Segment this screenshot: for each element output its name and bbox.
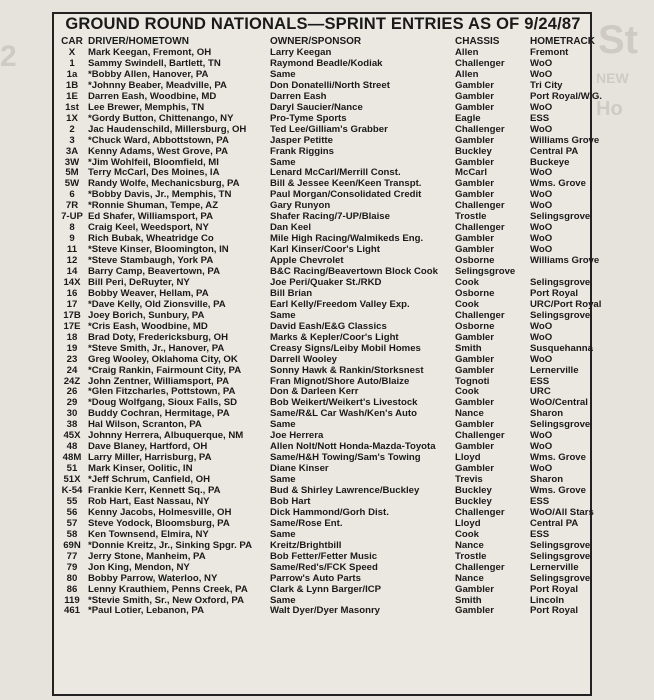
driver-hometown: Kenny Jacobs, Holmesville, OH [88,506,232,518]
driver-hometown: *Gordy Button, Chittenango, NY [88,112,234,124]
chassis: Gambler [455,397,494,409]
hometrack: Selingsgrove [530,419,591,431]
car-number: 2 [69,123,75,135]
chassis: Gambler [455,353,494,365]
car-number: 77 [66,550,78,562]
driver-hometown: *Paul Lotier, Lebanon, PA [88,605,205,617]
car-number: 55 [66,495,78,507]
driver-hometown: Kenny Adams, West Grove, PA [88,145,229,157]
hometrack: WoO [530,222,553,234]
chassis: Lloyd [455,517,481,529]
driver-hometown: Ed Shafer, Williamsport, PA [88,211,214,223]
driver-hometown: *Jeff Schrum, Canfield, OH [88,474,211,486]
chassis: Cook [455,298,479,310]
owner-sponsor: Same/H&H Towing/Sam's Towing [270,452,421,464]
driver-hometown: *Johnny Beaber, Meadville, PA [88,79,227,91]
car-number: 1B [65,79,79,91]
hometrack: Selingsgrove [530,276,591,288]
driver-hometown: Darren Eash, Woodbine, MD [88,90,217,102]
owner-sponsor: Creasy Signs/Leiby Mobil Homes [270,342,421,354]
driver-hometown: Bobby Parrow, Waterloo, NY [88,572,218,584]
owner-sponsor: B&C Racing/Beavertown Block Cook [270,266,438,277]
driver-hometown: Greg Wooley, Oklahoma City, OK [88,353,238,365]
table-row [58,585,590,596]
chassis: Gambler [455,463,494,475]
hometrack: WoO [530,68,553,80]
driver-hometown: Bobby Weaver, Hellam, PA [88,287,209,299]
owner-sponsor: Pro-Tyme Sports [270,112,347,124]
driver-hometown: *Steve Stambaugh, York PA [88,255,214,267]
driver-hometown: Mark Keegan, Fremont, OH [88,47,212,58]
column-header-hometrack: HOMETRACK [530,36,595,47]
driver-hometown: Brad Doty, Fredericksburg, OH [88,331,229,343]
hometrack: WoO/Central [530,397,588,409]
chassis: Nance [455,539,484,551]
table-row [58,125,590,136]
car-number: 80 [66,572,78,584]
owner-sponsor: Joe Herrera [270,430,324,442]
driver-hometown: *Cris Eash, Woodbine, MD [88,320,208,332]
chassis: Challenger [455,57,505,69]
owner-sponsor: Bill Brian [270,287,313,299]
hometrack: WoO [530,244,553,256]
car-number: 56 [66,506,78,518]
owner-sponsor: David Eash/E&G Classics [270,320,387,332]
owner-sponsor: Bob Fetter/Fetter Music [270,550,378,562]
hometrack: Port Royal [530,605,578,617]
owner-sponsor: Karl Kinser/Coor's Light [270,244,380,256]
table-row [58,134,600,147]
driver-hometown: *Chuck Ward, Abbottstown, PA [88,134,229,146]
owner-sponsor: Apple Chevrolet [270,255,344,267]
car-number: 11 [66,244,78,256]
owner-sponsor: Raymond Beadle/Kodiak [270,57,383,69]
car-number: 48 [66,441,78,453]
chassis: Nance [455,408,484,420]
chassis: Gambler [455,90,494,102]
hometrack: Central PA [530,145,579,157]
car-number: 17 [66,298,78,310]
hometrack: WoO [530,167,553,179]
owner-sponsor: Same [270,594,296,606]
hometrack: ESS [530,528,550,540]
owner-sponsor: Same [270,419,296,431]
car-number: 38 [66,419,78,431]
car-number: 24 [66,364,78,376]
chassis: Selingsgrove [455,266,516,277]
hometrack: WoO [530,101,553,113]
owner-sponsor: Same/Red's/FCK Speed [270,561,378,573]
hometrack: Wms. Grove [530,485,586,496]
car-number: 18 [66,331,78,343]
hometrack: Port Royal [530,583,578,595]
chassis: Gambler [455,441,494,453]
chassis: Smith [455,594,482,606]
driver-hometown: Joey Borich, Sunbury, PA [88,309,205,321]
chassis: Trostle [455,211,487,223]
car-number: 7-UP [61,211,83,223]
chassis: Trevis [455,474,483,486]
car-number: 7R [65,200,79,212]
chassis: Allen [455,68,479,80]
chassis: Challenger [455,123,505,135]
chassis: Buckley [455,485,492,496]
owner-sponsor: Gary Runyon [270,200,331,212]
hometrack: Selingsgrove [530,539,591,551]
owner-sponsor: Walt Dyer/Dyer Masonry [270,605,381,617]
hometrack: Wms. Grove [530,178,586,190]
car-number: 86 [66,583,78,595]
car-number: 9 [69,233,75,245]
owner-sponsor: Darren Eash [270,90,327,102]
driver-hometown: Sammy Swindell, Bartlett, TN [88,57,221,69]
table-row [58,333,590,344]
driver-hometown: Lee Brewer, Memphis, TN [88,101,205,113]
owner-sponsor: Shafer Racing/7-UP/Blaise [270,211,390,223]
car-number: 23 [66,353,78,365]
table-row [58,342,593,355]
driver-hometown: *Donnie Kreitz, Jr., Sinking Spgr. PA [88,539,253,551]
chassis: Osborne [455,287,495,299]
driver-hometown: Barry Camp, Beavertown, PA [88,266,221,277]
owner-sponsor: Darrell Wooley [270,353,338,365]
chassis: Gambler [455,233,494,245]
car-number: 17E [63,320,81,332]
driver-hometown: Steve Yodock, Bloomsburg, PA [88,517,230,529]
chassis: Cook [455,386,479,398]
car-number: 51X [63,474,81,486]
driver-hometown: Jac Haudenschild, Millersburg, OH [88,123,247,135]
driver-hometown: Frankie Kerr, Kennett Sq., PA [88,485,221,496]
driver-hometown: Craig Keel, Weedsport, NY [88,222,209,234]
table-row [58,552,590,563]
driver-hometown: Larry Miller, Harrisburg, PA [88,452,212,464]
owner-sponsor: Bob Weikert/Weikert's Livestock [270,397,418,409]
driver-hometown: *Craig Rankin, Fairmount City, PA [88,364,242,376]
chassis: Challenger [455,222,505,234]
hometrack: WoO [530,353,553,365]
chassis: Gambler [455,583,494,595]
hometrack: ESS [530,495,550,507]
hometrack: Lincoln [530,594,565,606]
owner-sponsor: Bob Hart [270,495,311,507]
car-number: 461 [63,605,80,617]
hometrack: WoO [530,331,553,343]
car-number: 1E [66,90,78,102]
owner-sponsor: Same/R&L Car Wash/Ken's Auto [270,408,417,420]
car-number: 69N [63,539,81,551]
owner-sponsor: Diane Kinser [270,463,329,475]
table-row [58,606,590,617]
chassis: Gambler [455,419,494,431]
car-number: K-54 [61,485,83,496]
owner-sponsor: Lenard McCarl/Merrill Const. [270,167,401,179]
owner-sponsor: Sonny Hawk & Rankin/Storksnest [270,364,424,376]
hometrack: WoO [530,189,553,201]
car-number: 8 [69,222,75,234]
chassis: Cook [455,528,479,540]
background-print-artifact: 2 [0,40,17,73]
car-number: 3 [69,134,75,146]
car-number: 6 [69,189,75,201]
driver-hometown: *Dave Kelly, Old Zionsville, PA [88,298,226,310]
chassis: Lloyd [455,452,481,464]
driver-hometown: John Zentner, Williamsport, PA [88,375,229,387]
chassis: Gambler [455,101,494,113]
owner-sponsor: Don & Darleen Kerr [270,386,359,398]
owner-sponsor: Same [270,528,296,540]
owner-sponsor: Fran Mignot/Shore Auto/Blaize [270,375,410,387]
car-number: 57 [66,517,78,529]
chassis: Gambler [455,364,494,376]
owner-sponsor: Marks & Kepler/Coor's Light [270,331,399,343]
owner-sponsor: Same [270,156,296,168]
column-header-car: CAR [61,36,83,47]
hometrack: Tri City [530,79,563,91]
driver-hometown: *Glen Fitzcharles, Pottstown, PA [88,386,236,398]
owner-sponsor: Dick Hammond/Gorh Dist. [270,506,389,518]
chassis: Gambler [455,189,494,201]
hometrack: Selingsgrove [530,572,591,584]
owner-sponsor: Bill & Jessee Keen/Keen Transpt. [270,178,422,190]
driver-hometown: Hal Wilson, Scranton, PA [88,419,202,431]
owner-sponsor: Allen Nolt/Nott Honda-Mazda-Toyota [270,441,436,453]
table-row [58,114,590,125]
car-number: 26 [66,386,78,398]
car-number: 51 [66,463,78,475]
hometrack: WoO/All Stars [530,506,594,518]
owner-sponsor: Don Donatelli/North Street [270,79,390,91]
hometrack: Central PA [530,517,579,529]
chassis: Allen [455,47,479,58]
table-row [58,574,590,585]
chassis: Gambler [455,156,494,168]
column-header-chassis: CHASSIS [455,36,500,47]
driver-hometown: Dave Blaney, Hartford, OH [88,441,208,453]
driver-hometown: *Bobby Allen, Hanover, PA [88,68,209,80]
driver-hometown: *Bobby Davis, Jr., Memphis, TN [88,189,232,201]
car-number: 14 [66,266,78,277]
driver-hometown: Rob Hart, East Nassau, NY [88,495,210,507]
background-print-artifact: St [598,18,638,62]
hometrack: Williams Grove [530,255,600,267]
hometrack: Wms. Grove [530,452,586,464]
chassis: Gambler [455,331,494,343]
hometrack: Lernerville [530,364,579,376]
car-number: 19 [66,342,78,354]
car-number: 79 [66,561,78,573]
driver-hometown: *Stevie Smith, Sr., New Oxford, PA [88,594,245,606]
hometrack: WoO [530,441,553,453]
car-number: 17B [63,309,81,321]
car-number: 5W [64,178,80,190]
chassis: Challenger [455,309,505,321]
hometrack: WoO [530,200,553,212]
hometrack: WoO [530,233,553,245]
car-number: 1a [66,68,78,80]
hometrack: Williams Grove [530,134,600,146]
table-row [58,563,590,574]
table-row [58,366,590,377]
owner-sponsor: Clark & Lynn Barger/ICP [270,583,382,595]
driver-hometown: *Steve Kinser, Bloomington, IN [88,244,229,256]
car-number: 1 [69,57,75,69]
chassis: Challenger [455,430,505,442]
car-number: 58 [66,528,78,540]
owner-sponsor: Kreitz/Brightbill [270,539,342,551]
background-print-artifact: Ho [596,98,623,120]
table-row [58,147,590,158]
owner-sponsor: Same/Rose Ent. [270,517,343,529]
owner-sponsor: Frank Riggins [270,145,334,157]
hometrack: Sharon [530,408,564,420]
driver-hometown: Terry McCarl, Des Moines, IA [88,167,220,179]
car-number: 5M [65,167,79,179]
driver-hometown: Ken Townsend, Elmira, NY [88,528,209,540]
hometrack: URC/Port Royal [530,298,602,310]
owner-sponsor: Mile High Racing/Walmikeds Eng. [270,233,424,245]
car-number: 3A [65,145,79,157]
car-number: 1st [65,101,79,113]
owner-sponsor: Jasper Petitte [270,134,333,146]
hometrack: Susquehanna [530,342,593,354]
car-number: 119 [64,594,80,606]
table-row [58,322,590,333]
chassis: Cook [455,276,479,288]
chassis: Gambler [455,178,494,190]
column-header-driver: DRIVER/HOMETOWN [88,36,189,47]
owner-sponsor: Larry Keegan [270,47,332,58]
chassis: Eagle [455,112,481,124]
hometrack: Selingsgrove [530,309,591,321]
owner-sponsor: Joe Peri/Quaker St./RKD [270,276,382,288]
driver-hometown: Randy Wolfe, Mechanicsburg, PA [88,178,240,190]
owner-sponsor: Same [270,68,296,80]
chassis: Challenger [455,506,505,518]
driver-hometown: Buddy Cochran, Hermitage, PA [88,408,230,420]
car-number: 3W [64,156,80,168]
hometrack: WoO [530,57,553,69]
car-number: 24Z [63,375,81,387]
chassis: Tognoti [455,375,490,387]
driver-hometown: Bill Peri, DeRuyter, NY [88,276,190,288]
owner-sponsor: Same [270,474,296,486]
owner-sponsor: Ted Lee/Gilliam's Grabber [270,123,388,135]
hometrack: URC [530,386,551,398]
hometrack: Selingsgrove [530,211,591,223]
car-number: 45X [63,430,81,442]
driver-hometown: Rich Bubak, Wheatridge Co [88,233,214,245]
hometrack: ESS [530,375,550,387]
owner-sponsor: Bud & Shirley Lawrence/Buckley [270,485,420,496]
background-print-artifact: NEW [596,70,629,86]
column-header-owner: OWNER/SPONSOR [270,36,362,47]
hometrack: Buckeye [530,156,570,168]
owner-sponsor: Daryl Saucier/Nance [270,101,363,113]
hometrack: WoO [530,430,553,442]
table-title: GROUND ROUND NATIONALS—SPRINT ENTRIES AS OF 9/24/87 [65,15,581,33]
table-row [58,355,590,366]
owner-sponsor: Earl Kelly/Freedom Valley Exp. [270,298,410,310]
car-number: 16 [66,287,78,299]
owner-sponsor: Dan Keel [270,222,312,234]
chassis: Osborne [455,320,495,332]
table-row [58,541,590,552]
chassis: Gambler [455,79,494,91]
car-number: 12 [66,255,78,267]
car-number: 1X [66,112,78,124]
chassis: Gambler [455,134,494,146]
owner-sponsor: Parrow's Auto Parts [270,572,361,584]
chassis: Buckley [455,145,492,157]
hometrack: WoO [530,320,553,332]
chassis: Osborne [455,255,495,267]
hometrack: Port Royal [530,287,578,299]
driver-hometown: Jon King, Mendon, NY [88,561,190,573]
chassis: Gambler [455,605,494,617]
car-number: 30 [66,408,78,420]
chassis: Buckley [455,495,492,507]
hometrack: WoO [530,123,553,135]
hometrack: Port Royal/W.G. [530,90,602,102]
car-number: 14X [63,276,81,288]
chassis: Trostle [455,550,487,562]
hometrack: Lernerville [530,561,579,573]
hometrack: ESS [530,112,550,124]
chassis: McCarl [455,167,487,179]
driver-hometown: *Ronnie Shuman, Tempe, AZ [88,200,219,212]
driver-hometown: Johnny Herrera, Albuquerque, NM [88,430,244,442]
car-number: 48M [62,452,82,464]
driver-hometown: *Doug Wolfgang, Sioux Falls, SD [88,397,238,409]
chassis: Smith [455,342,482,354]
chassis: Nance [455,572,484,584]
owner-sponsor: Paul Morgan/Consolidated Credit [270,189,422,201]
driver-hometown: *Jim Wohlfeil, Bloomfield, MI [88,156,219,168]
hometrack: Sharon [530,474,564,486]
driver-hometown: Mark Kinser, Oolitic, IN [88,463,193,475]
table-row [58,103,590,114]
hometrack: Selingsgrove [530,550,591,562]
car-number: 29 [66,397,78,409]
owner-sponsor: Same [270,309,296,321]
chassis: Challenger [455,200,505,212]
driver-hometown: *Steve Smith, Jr., Hanover, PA [88,342,225,354]
driver-hometown: Jerry Stone, Manheim, PA [88,550,206,562]
driver-hometown: Lenny Krauthiem, Penns Creek, PA [88,583,248,595]
car-number: X [68,47,76,58]
chassis: Gambler [455,244,494,256]
chassis: Challenger [455,561,505,573]
hometrack: Fremont [530,47,569,58]
hometrack: WoO [530,463,553,475]
